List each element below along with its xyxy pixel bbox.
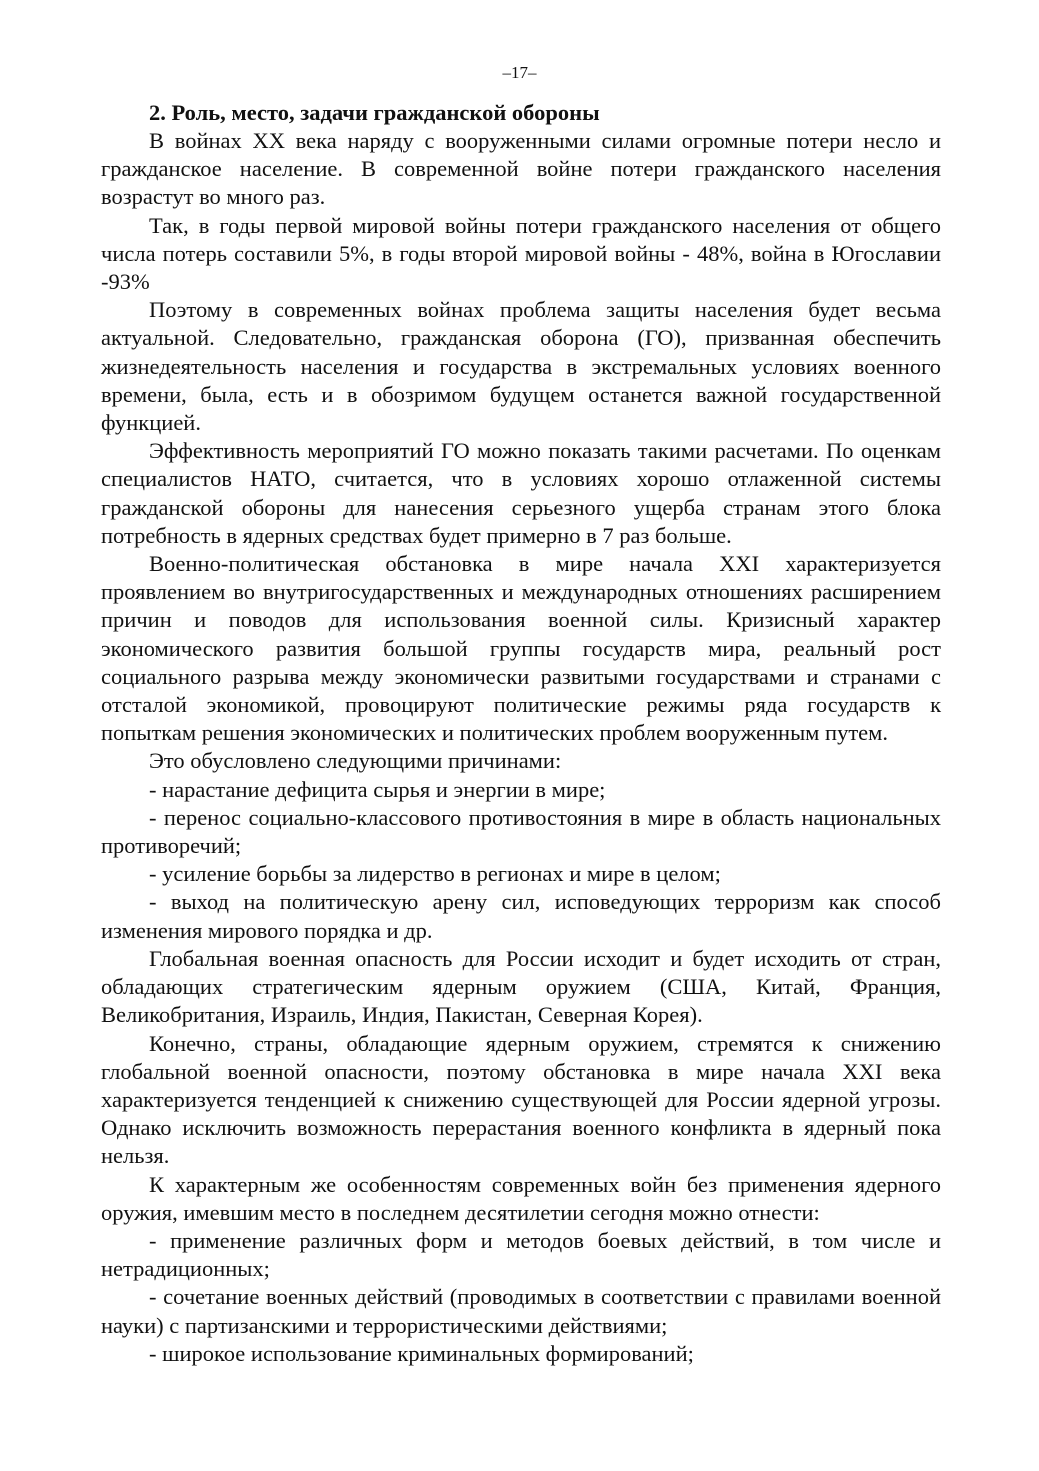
paragraph: Военно-политическая обстановка в мире начала XXI характеризуется проявлением во внутригосударственных и международных отношениях расширением причин и поводов для использования военной силы. Кризисный характер экономического развития большой группы государств мира, реальный рост социального разрыва между экономически развитыми государствами и странами с отсталой экономикой, провоцируют политические режимы ряда государств к попыткам решения экономических и политических проблем вооруженным путем.	[101, 551, 941, 746]
page-content	[101, 99, 941, 1368]
list-item: - выход на политическую арену сил, исповедующих терроризм как способ изменения мирового порядка и др.	[101, 889, 941, 943]
list-item: - широкое использование криминальных формирований;	[149, 1340, 694, 1366]
paragraph: В войнах XX века наряду с вооруженными силами огромные потери несло и гражданское население. В современной войне потери гражданского населения возрастут во много раз.	[101, 128, 941, 210]
section-heading: 2. Роль, место, задачи гражданской обороны	[149, 100, 600, 125]
list-intro: Это обусловлено следующими причинами:	[149, 748, 562, 774]
list-item: - усиление борьбы за лидерство в регионах и мире в целом;	[149, 861, 721, 887]
paragraph: Эффективность мероприятий ГО можно показать такими расчетами. По оценкам специалистов НАТО, считается, что в условиях хорошо отлаженной системы гражданской обороны для нанесения серьезного ущерба странам этого блока потребность в ядерных средствах будет примерно в 7 раз больше.	[101, 438, 941, 548]
list-item: - применение различных форм и методов боевых действий, в том числе и нетрадиционных;	[101, 1227, 941, 1282]
paragraph: Глобальная военная опасность для России исходит и будет исходить от стран, обладающих стратегическим ядерным оружием (США, Китай, Франция, Великобритания, Израиль, Индия, Пакистан, Северная Корея).	[101, 945, 941, 1028]
page-number: –17–	[502, 63, 537, 82]
list-item: - сочетание военных действий (проводимых в соответствии с правилами военной науки) с партизанскими и террористическими действиями;	[101, 1284, 941, 1338]
paragraph: Так, в годы первой мировой войны потери гражданского населения от общего числа потерь составили 5%, в годы второй мировой войны - 48%, война в Югославии -93%	[101, 212, 941, 295]
list-item: - нарастание дефицита сырья и энергии в мире;	[149, 776, 606, 802]
list-item: - перенос социально-классового противостояния в мире в область национальных противоречий;	[101, 804, 941, 859]
paragraph: К характерным же особенностям современных войн без применения ядерного оружия, имевшим место в последнем десятилетии сегодня можно отнести:	[101, 1171, 941, 1225]
paragraph: Конечно, страны, обладающие ядерным оружием, стремятся к снижению глобальной военной опасности, поэтому обстановка в мире начала XXI века характеризуется тенденцией к снижению существующей для России ядерной угрозы. Однако исключить возможность перерастания военного конфликта в ядерный пока нельзя.	[101, 1030, 941, 1169]
paragraph: Поэтому в современных войнах проблема защиты населения будет весьма актуальной. Следовательно, гражданская оборона (ГО), призванная обеспечить жизнедеятельность населения и государства в экстремальных условиях военного времени, была, есть и в обозримом будущем останется важной государственной функцией.	[101, 297, 941, 436]
